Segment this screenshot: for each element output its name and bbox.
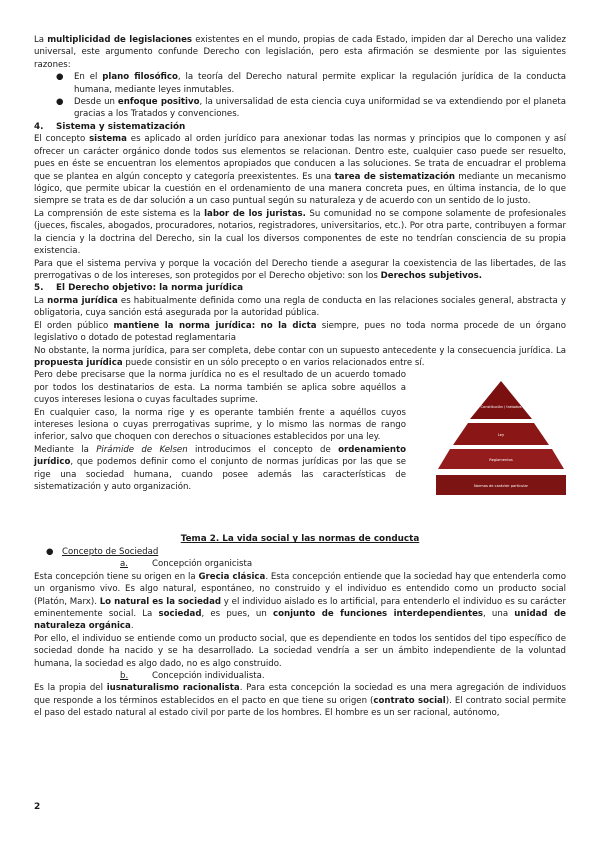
- reasons-list: [34, 71, 566, 121]
- bullet-icon: ●: [46, 547, 54, 557]
- list-item: ● Desde un enfoque positivo, la universalidad de esta ciencia cuya uniformidad se va extendiendo por el planeta gracias a los Tratados y convenciones.: [56, 97, 566, 120]
- pyramid-label-4: Normas de carácter particular: [473, 484, 529, 489]
- organicist-paragraph-2: Por ello, el individuo se entiende como un producto social, que es dependiente en todos los sentidos del tipo específico de sociedad donde ha nacido y se ha desarrollado. La sociedad vendría a ser un ámbito independiente de la voluntad humana, la sociedad es algo dado, no es algo construido.: [34, 633, 566, 669]
- section5-paragraph-2: El orden público mantiene la norma jurídica: no la dicta siempre, pues no toda norma procede de un órgano legislativo o dotado de potestad reglamentaria: [34, 320, 566, 344]
- section4-paragraph-2: La comprensión de este sistema es la labor de los juristas. Su comunidad no se compone solamente de profesionales (jueces, fiscales, abogados, procuradores, notarios, registradores, universitarios, etc.). Por otra parte, contribuyen a formar la ciencia y la doctrina del Derecho, sin la cual los diversos componentes de este no tendrían consciencia de su propia existencia.: [34, 208, 566, 257]
- intro-paragraph: La multiplicidad de legislaciones existentes en el mundo, propias de cada Estado, impiden dar al Derecho una validez universal, este argumento confunde Derecho con legislación, pero esta afirmación se desmiente por las siguientes razones:: [34, 35, 566, 70]
- section-heading-5: 5. El Derecho objetivo: la norma jurídica: [34, 283, 244, 294]
- section5-paragraph-3: No obstante, la norma jurídica, para ser completa, debe contar con un supuesto antecedente y la consecuencia jurídica. La propuesta jurídica puede consistir en un sólo precepto o en varios relacionados entre sí.: [34, 345, 566, 368]
- pyramid-label-1: Constitución / tratados: [480, 405, 522, 410]
- section5-paragraph-6: Mediante la Pirámide de Kelsen introducimos el concepto de ordenamiento jurídico, que podemos definir como el conjunto de normas jurídicas por las que se rige una sociedad humana, cuando posee además las características de sistematización y auto organización.: [34, 444, 407, 492]
- subheading-a: a. Concepción organicista: [120, 559, 253, 570]
- topic-title: Tema 2. La vida social y las normas de conducta: [180, 534, 420, 545]
- concept-heading: ● Concepto de Sociedad: [46, 547, 159, 557]
- section5-paragraph-1: La norma jurídica es habitualmente definida como una regla de conducta en las relaciones sociales general, abstracta y obligatoria, cuya sanción está asegurada por la autoridad pública.: [34, 295, 566, 319]
- section5-paragraph-4: Pero debe precisarse que la norma jurídica no es el resultado de un acuerdo tomado por todos los destinatarios de esta. La norma también se aplica sobre aquéllos a cuyos intereses lesiona o cuyas facultades suprime.: [34, 370, 406, 406]
- pyramid-label-2: Ley: [497, 433, 505, 438]
- organicist-paragraph-1: Esta concepción tiene su origen en la Grecia clásica. Esta concepción entiende que la sociedad hay que entenderla como un organismo vivo. Es algo natural, espontáneo, no construido y el individuo es entendido como un producto social (Platón, Marx). Lo natural es la sociedad y el individuo aislado es lo artificial, para entenderlo el individuo es su carácter eminentemente social. La sociedad, es pues, un conjunto de funciones interdependientes, una unidad de naturaleza orgánica.: [34, 571, 566, 632]
- pyramid-level-1: [470, 381, 532, 419]
- list-item: ● En el plano filosófico, la teoría del Derecho natural permite explicar la regulación jurídica de la conducta humana, mediante leyes inmutables.: [56, 72, 566, 95]
- bullet-icon: ●: [56, 72, 64, 83]
- subheading-b: b. Concepción individualista.: [120, 671, 265, 682]
- page-number: 2: [34, 802, 41, 812]
- document-page: [34, 34, 566, 720]
- pyramid-label-3: Reglamentos: [489, 458, 513, 463]
- pyramid-section: [34, 369, 566, 493]
- section5-paragraph-5: En cualquier caso, la norma rige y es operante también frente a aquéllos cuyos intereses lesiona o cuyas prerrogativas suprime, y lo mismo las normas de rango inferior, salvo que choquen con derechos o situaciones establecidos por una ley.: [34, 407, 406, 443]
- individualist-paragraph-1: Es la propia del iusnaturalismo racionalista. Para esta concepción la sociedad es una mera agregación de individuos que responde a los términos establecidos en el pacto en que tiene su origen (contrato social). El contrato social permite el paso del estado natural al estado civil por parte de los hombres. El hombre es un ser racional, autónomo,: [34, 683, 566, 719]
- bullet-icon: ●: [56, 97, 64, 108]
- section-heading-4: 4. Sistema y sistematización: [34, 121, 186, 132]
- section4-paragraph-1: El concepto sistema es aplicado al orden jurídico para anexionar todas las normas y principios que lo componen y así ofrecer un carácter orgánico donde todos sus elementos se relacionan. Dentro este, cualquier caso puede ser resuelto, pues en éste se encuentran los elementos apropiados que conducen a las soluciones. Se trata de encuadrar el problema que se plantea en algún concepto y categoría preexistentes. Es una tarea de sistematización mediante un mecanismo lógico, que permite ubicar la cuestión en el ordenamiento de una manera concreta pues, en última instancia, de lo que siempre se trata es de dar solución a un caso puntual según su naturaleza y de acuerdo con un sentido de lo justo.: [34, 134, 566, 207]
- section4-paragraph-3: Para que el sistema perviva y porque la vocación del Derecho tiende a asegurar la coexistencia de las libertades, de las prerrogativas o de los intereses, son protegidos por el Derecho objetivo: son los Derechos subjetivos.: [34, 258, 566, 281]
- kelsen-pyramid-diagram: [436, 379, 566, 497]
